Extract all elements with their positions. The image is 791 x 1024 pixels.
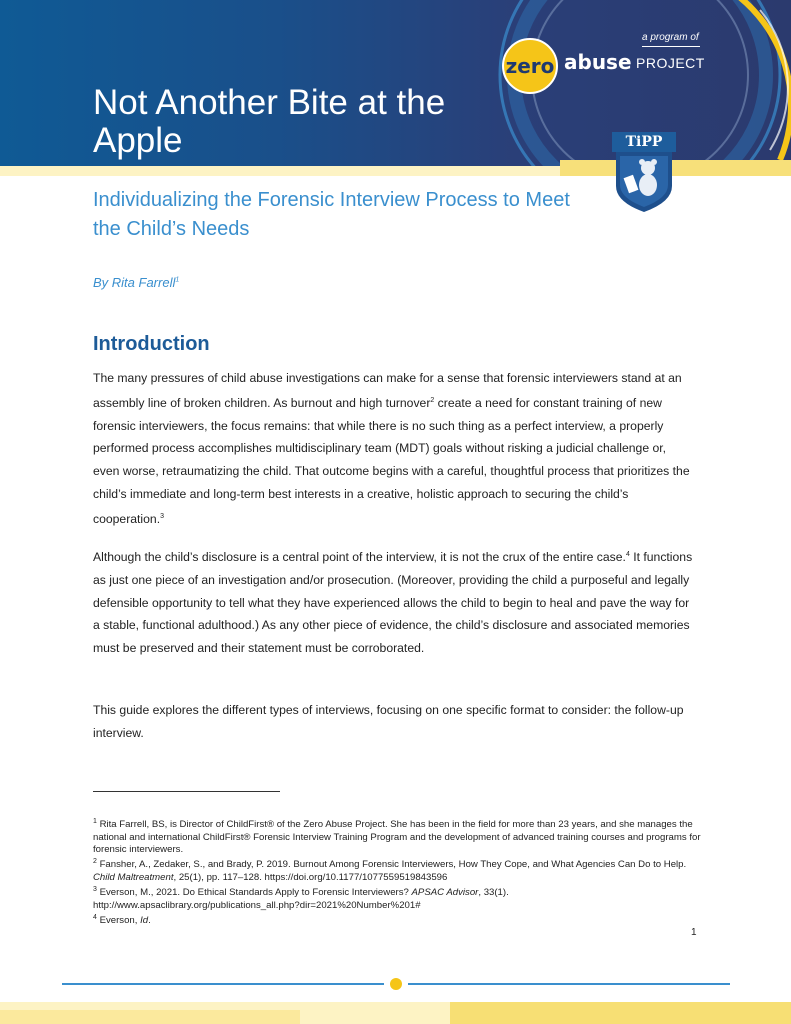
footnote-ref: 2 xyxy=(430,396,435,404)
footnote-ref: 4 xyxy=(625,551,630,558)
journal-title: APSAC Advisor xyxy=(411,887,479,899)
footer-dot xyxy=(390,978,402,990)
journal-title: Child Maltreatment xyxy=(93,871,174,883)
footer-band-light xyxy=(0,1010,300,1024)
program-of-label: a program of xyxy=(642,32,699,43)
footnote-divider xyxy=(93,791,280,792)
page-title: Not Another Bite at the Apple xyxy=(93,83,446,160)
footnote-ref: 1 xyxy=(175,276,180,284)
subtitle: Individualizing the Forensic Interview Process to Meet the Child’s Needs xyxy=(93,189,570,240)
footer-line-right xyxy=(408,983,730,985)
footnote-number: 1 xyxy=(93,818,97,825)
paragraph-1 xyxy=(93,367,693,531)
footnote-text: Everson, M., 2021. Do Ethical Standards Apply to Forensic Interviewers? xyxy=(96,887,412,899)
footnote-text: . xyxy=(148,915,151,927)
paragraph-text: create a need for constant training of new forensic interviewers, the focus remains: that while there is no such thing as a perfect interview, a properly performed process accomplishes multidisciplinary team (MDT) goals without risking a judicial challenge or, even worse, retraumatizing the child. That outcome begins with a careful, thoughtful process that prioritizes the child’s immediate and long-term best interests in a creative, holistic approach to securing the child’s cooperation. xyxy=(93,395,690,526)
teddy-bear-shield-icon xyxy=(616,152,672,212)
divider xyxy=(642,46,700,47)
footnote-number: 2 xyxy=(93,858,97,865)
tipp-badge xyxy=(612,132,676,214)
paragraph-text: This guide explores the different types of interviews, focusing on one specific format to consider: the follow-up interview. xyxy=(93,703,684,740)
footnote-link[interactable]: , 33(1). http://www.apsaclibrary.org/publications_all.php?dir=2021%20Number%201# xyxy=(93,887,509,911)
paragraph-2 xyxy=(93,544,693,660)
footnote-link[interactable]: , 25(1), pp. 117–128. https://doi.org/10.1177/1077559519843596 xyxy=(173,871,448,883)
footnote-2 xyxy=(93,856,703,884)
paragraph-text: Although the child’s disclosure is a central point of the interview, it is not the crux of the entire case. xyxy=(93,550,626,565)
logo-project-text: PROJECT xyxy=(636,55,705,71)
section-heading: Introduction xyxy=(93,333,210,355)
footnote-3 xyxy=(93,884,703,912)
footnote-text: Everson, xyxy=(96,915,141,927)
zero-logo xyxy=(502,38,558,94)
footnote-text: Fansher, A., Zedaker, S., and Brady, P. 2019. Burnout Among Forensic Interviewers, How They Cope, and What Agencies Can Do to Help. xyxy=(96,859,687,871)
citation-id: Id xyxy=(140,915,149,927)
footnote-number: 4 xyxy=(93,914,97,921)
author-name: By Rita Farrell xyxy=(93,275,176,290)
logo-abuse-text: abuse xyxy=(564,50,632,74)
footer-band-yellow xyxy=(450,1002,791,1024)
footer-line-left xyxy=(62,983,384,985)
paragraph-text: The many pressures of child abuse investigations can make for a sense that forensic interviewers stand at an assembly line of broken children. As burnout and high turnover xyxy=(93,371,682,410)
footnote-4 xyxy=(93,912,703,928)
footnote-ref: 3 xyxy=(160,512,164,520)
paragraph-3 xyxy=(93,699,693,745)
tipp-label: TiPP xyxy=(612,132,676,152)
paragraph-text: It functions as just one piece of an investigation and/or prosecution. (Moreover, providing the child a purposeful and legally defensible opportunity to tell what they have experienced allows the child to begin to heal and pave the way for a stable, functional adulthood.) As any other piece of evidence, the child’s disclosure and associated memories must be preserved and their statement must be corroborated. xyxy=(93,550,693,656)
footnote-text: Rita Farrell, BS, is Director of ChildFirst® of the Zero Abuse Project. She has been in the field for more than 23 years, and she manages the national and international ChildFirst® Forensic Interview Training Program and the development of advanced training courses and programs for forensic interviewers. xyxy=(93,819,701,855)
byline xyxy=(93,275,179,290)
footnote-1 xyxy=(93,816,703,856)
logo-zero-text: zero xyxy=(505,54,555,78)
footnote-number: 3 xyxy=(93,886,97,893)
page-number: 1 xyxy=(691,927,697,938)
